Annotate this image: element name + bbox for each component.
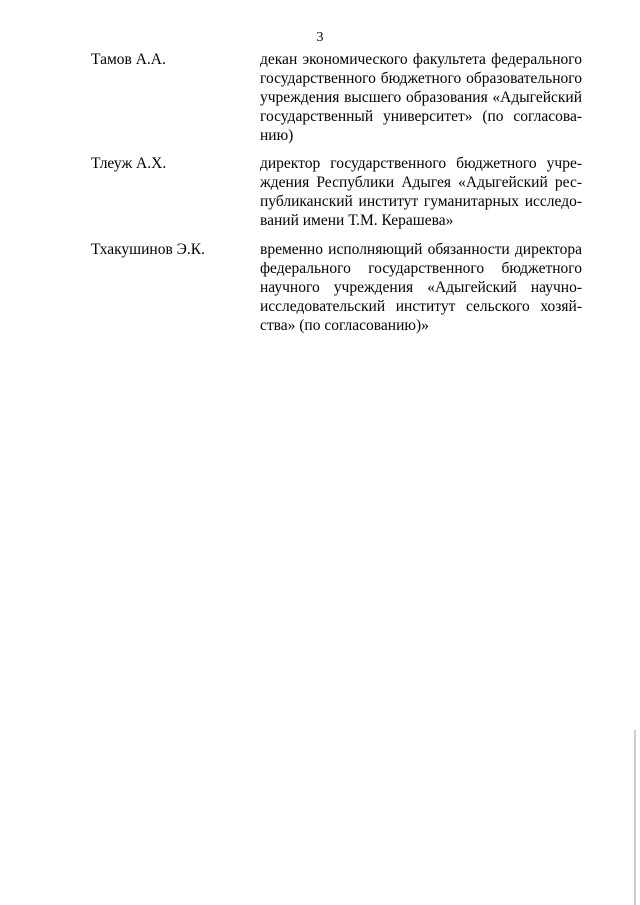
member-name: Тлеуж А.Х. xyxy=(91,155,167,172)
member-name: Тамов А.А. xyxy=(91,51,166,68)
description-line: декан экономического факультета федерального xyxy=(260,51,582,68)
page-number: 3 xyxy=(316,30,324,45)
member-description xyxy=(260,240,582,335)
description-line: учреждения высшего образования «Адыгейский xyxy=(260,89,582,106)
description-line: ства» (по согласованию)» xyxy=(260,317,429,334)
scan-edge-mark xyxy=(634,730,636,905)
description-line: государственного бюджетного образовательного xyxy=(260,70,582,87)
member-description xyxy=(260,154,582,230)
description-line: ваний имени Т.М. Керашева» xyxy=(260,212,454,229)
description-line: ждения Республики Адыгея «Адыгейский рес- xyxy=(260,174,582,191)
member-name: Тхакушинов Э.К. xyxy=(91,241,205,258)
description-line: временно исполняющий обязанности директора xyxy=(260,241,582,258)
description-line: научного учреждения «Адыгейский научно- xyxy=(260,279,582,296)
description-line: директор государственного бюджетного учре- xyxy=(260,155,582,172)
description-line: федерального государственного бюджетного xyxy=(260,260,582,277)
member-description xyxy=(260,50,582,145)
description-line: публиканский институт гуманитарных исследо- xyxy=(260,193,582,210)
description-line: нию) xyxy=(260,127,294,144)
description-line: исследовательский институт сельского хозяй- xyxy=(260,298,582,315)
description-line: государственный университет» (по согласова- xyxy=(260,108,582,125)
